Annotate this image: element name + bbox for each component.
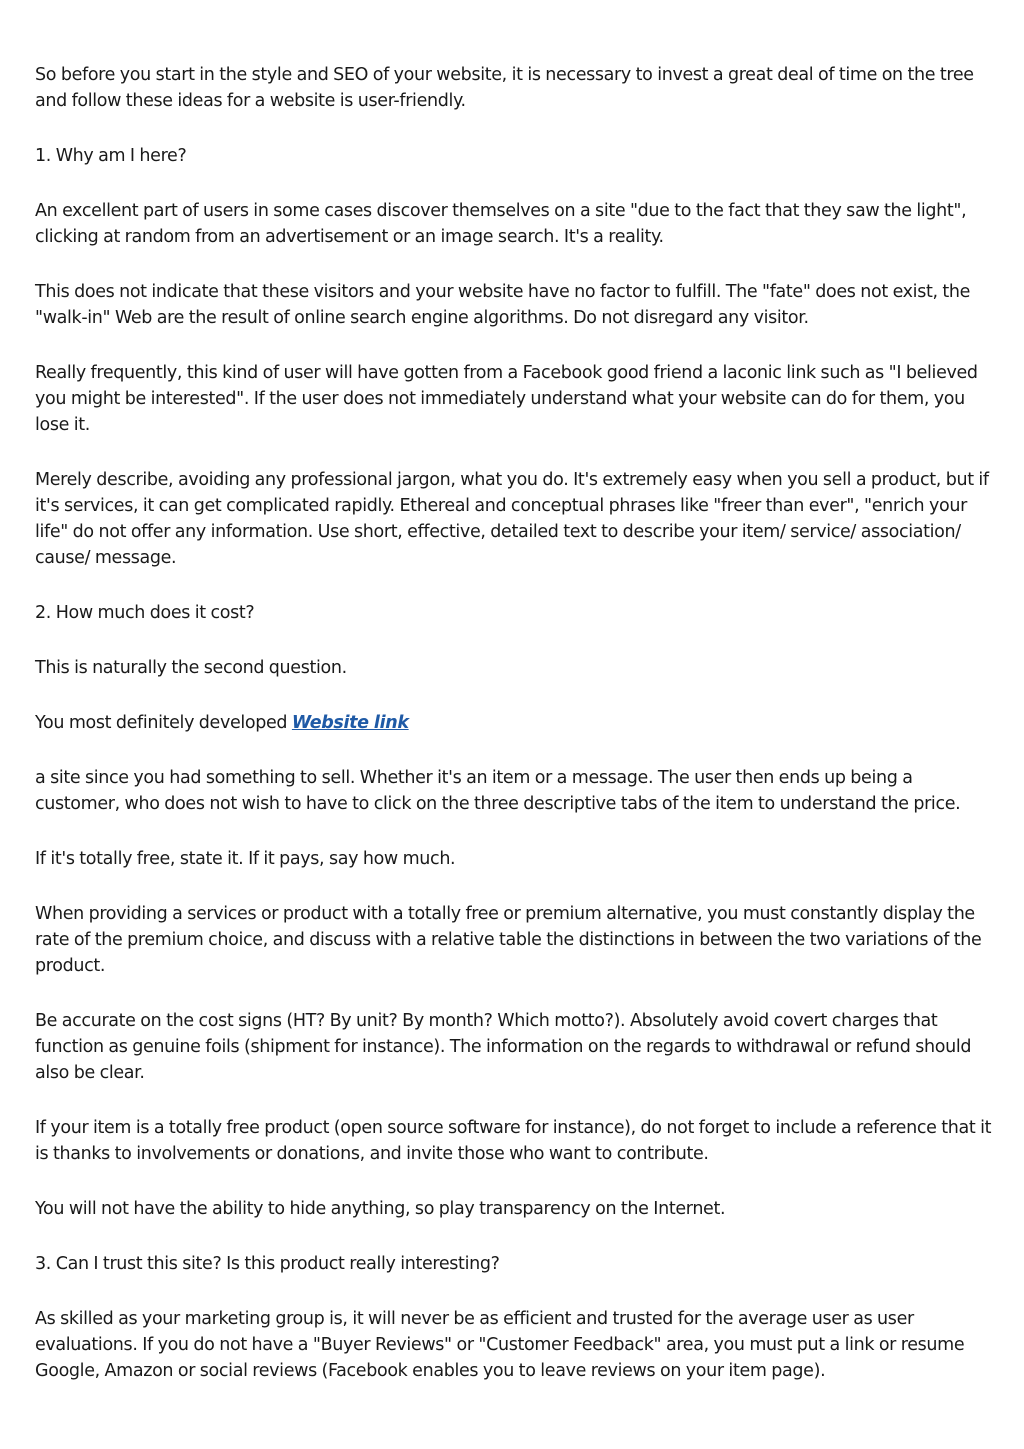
- paragraph: If it's totally free, state it. If it pays, say how much.: [35, 849, 456, 869]
- paragraph-intro: So before you start in the style and SEO of your website, it is necessary to invest a great deal of time on the tree and follow these ideas for a website is user-friendly.: [35, 65, 974, 111]
- heading-how-much-does-it-cost: 2. How much does it cost?: [35, 603, 255, 623]
- paragraph: If your item is a totally free product (open source software for instance), do not forget to include a reference that it is thanks to involvements or donations, and invite those who want to contribute.: [35, 1118, 992, 1164]
- heading-why-am-i-here: 1. Why am I here?: [35, 146, 187, 166]
- document-body: [35, 62, 995, 1413]
- paragraph: This does not indicate that these visitors and your website have no factor to fulfill. The "fate" does not exist, the "walk-in" Web are the result of online search engine algorithms. Do not disregard any visitor.: [35, 282, 971, 328]
- paragraph: This is naturally the second question.: [35, 658, 347, 678]
- paragraph: Really frequently, this kind of user will have gotten from a Facebook good friend a laconic link such as "I believed you might be interested". If the user does not immediately understand what your website can do for them, you lose it.: [35, 363, 978, 435]
- paragraph: a site since you had something to sell. Whether it's an item or a message. The user then ends up being a customer, who does not wish to have to click on the three descriptive tabs of the item to understand the price.: [35, 768, 961, 814]
- paragraph: You will not have the ability to hide anything, so play transparency on the Internet.: [35, 1199, 726, 1219]
- paragraph: As skilled as your marketing group is, it will never be as efficient and trusted for the average user as user evaluations. If you do not have a "Buyer Reviews" or "Customer Feedback" area, you must put a link or resume Google, Amazon or social reviews (Facebook enables you to leave reviews on your item page).: [35, 1309, 965, 1381]
- link-prefix-text: You most definitely developed: [35, 713, 292, 733]
- paragraph: Be accurate on the cost signs (HT? By unit? By month? Which motto?). Absolutely avoid covert charges that function as genuine foils (shipment for instance). The information on the regards to withdrawal or refund should also be clear.: [35, 1011, 972, 1083]
- paragraph-with-link: [35, 710, 995, 736]
- website-link[interactable]: Website link: [291, 713, 409, 733]
- heading-can-i-trust-this-site: 3. Can I trust this site? Is this product really interesting?: [35, 1254, 500, 1274]
- paragraph: When providing a services or product with a totally free or premium alternative, you must constantly display the rate of the premium choice, and discuss with a relative table the distinctions in between the two variations of the product.: [35, 904, 982, 976]
- paragraph: Merely describe, avoiding any professional jargon, what you do. It's extremely easy when you sell a product, but if it's services, it can get complicated rapidly. Ethereal and conceptual phrases like "freer than ever", "enrich your life" do not offer any information. Use short, effective, detailed text to describe your item/ service/ association/ cause/ message.: [35, 470, 989, 568]
- paragraph: An excellent part of users in some cases discover themselves on a site "due to the fact that they saw the light", clicking at random from an advertisement or an image search. It's a reality.: [35, 201, 967, 247]
